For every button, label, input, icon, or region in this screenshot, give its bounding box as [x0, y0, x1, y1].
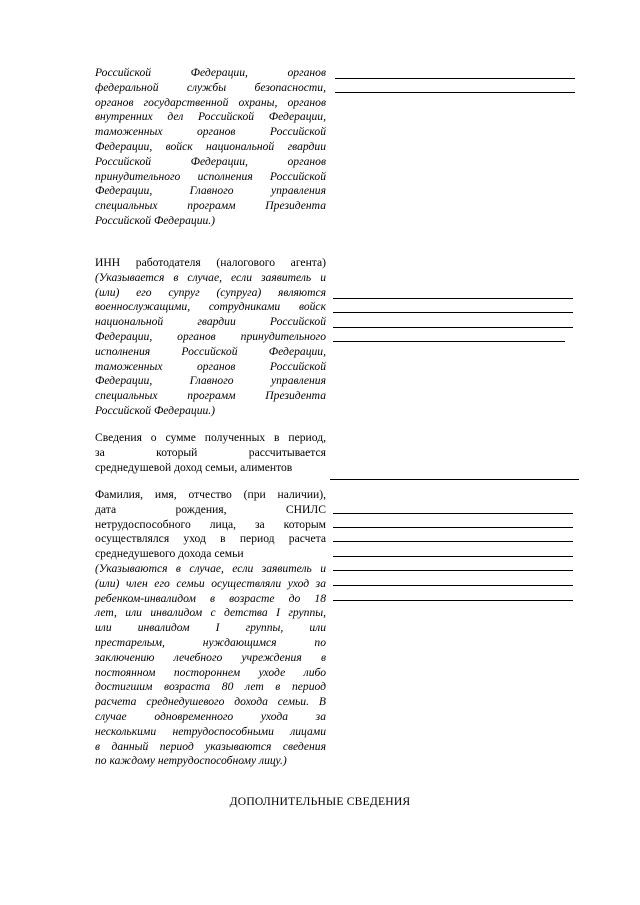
text-line: военнослужащими, сотрудниками войск — [95, 300, 326, 314]
text-line: федеральной службы безопасности, — [95, 80, 326, 94]
text-line: (или) его супруг (супруга) являются — [95, 285, 326, 299]
text-line: постоянном постороннем уходе либо — [95, 665, 326, 679]
text-line: Фамилия, имя, отчество (при наличии), — [95, 488, 326, 501]
text-line: специальных программ Президента — [95, 199, 326, 213]
text-line: Российской Федерации.) — [95, 403, 216, 417]
text-line: Федерации, Главного управления — [95, 374, 326, 388]
text-line: случае одновременного ухода за — [95, 709, 326, 723]
text-line: за который рассчитывается — [95, 445, 326, 459]
alimony-block — [95, 431, 326, 475]
text-line: Сведения о сумме полученных в период, — [95, 431, 326, 444]
fill-line[interactable] — [335, 78, 575, 79]
text-line: Федерации, Главного управления — [95, 184, 326, 198]
text-line: таможенных органов Российской — [95, 125, 326, 139]
fill-line[interactable] — [333, 585, 573, 586]
text-line: (Указываются в случае, если заявитель и — [95, 561, 326, 575]
text-line: престарелым, нуждающимся по — [95, 635, 326, 649]
text-line: осуществлялся уход в период расчета — [95, 532, 326, 546]
text-line: по каждому нетрудоспособному лицу.) — [95, 754, 287, 768]
fill-line[interactable] — [333, 312, 573, 313]
text-line: среднедушевой доход семьи, алиментов — [95, 460, 293, 474]
text-line: внутренних дел Российской Федерации, — [95, 110, 326, 124]
text-line: лет, или инвалидом с детства I группы, — [95, 606, 326, 620]
text-line: достигшим возраста 80 лет в период — [95, 680, 326, 694]
section-title: ДОПОЛНИТЕЛЬНЫЕ СВЕДЕНИЯ — [229, 795, 411, 808]
text-line: таможенных органов Российской — [95, 359, 326, 373]
text-line: нетрудоспособного лица, за которым — [95, 517, 326, 531]
fill-line[interactable] — [333, 556, 573, 557]
text-line: ребенком-инвалидом в возрасте до 18 — [95, 591, 326, 605]
text-line: дата рождения, СНИЛС — [95, 502, 326, 516]
fill-line[interactable] — [333, 327, 573, 328]
fill-line[interactable] — [333, 570, 573, 571]
fill-line[interactable] — [333, 513, 573, 514]
employer-inn-label: ИНН работодателя (налогового агента) — [95, 256, 326, 269]
text-line: органов государственной охраны, органов — [95, 95, 326, 109]
fill-line[interactable] — [333, 600, 573, 601]
text-line: расчета среднедушевого дохода семьи. В — [95, 695, 326, 709]
fill-line[interactable] — [330, 479, 579, 480]
text-line: несколькими нетрудоспособными лицами — [95, 724, 326, 738]
text-line: заключению лечебного учреждения в — [95, 650, 326, 664]
text-line: Федерации, органов принудительного — [95, 329, 326, 343]
text-line: национальной гвардии Российской — [95, 315, 326, 329]
text-line: принудительного исполнения Российской — [95, 169, 326, 183]
fill-line[interactable] — [335, 92, 575, 93]
text-line: (или) член его семьи осуществляли уход за — [95, 576, 326, 590]
text-line: Российской Федерации, органов — [95, 66, 326, 79]
text-line: специальных программ Президента — [95, 389, 326, 403]
text-line: Российской Федерации.) — [95, 213, 216, 227]
fill-line[interactable] — [333, 298, 573, 299]
text-line: исполнения Российской Федерации, — [95, 344, 326, 358]
fill-line[interactable] — [333, 341, 565, 342]
text-line: или инвалидом I группы, или — [95, 621, 326, 635]
text-line: среднедушевого дохода семьи — [95, 547, 244, 561]
fill-line[interactable] — [333, 541, 573, 542]
military-bodies-note — [95, 66, 326, 229]
fill-line[interactable] — [333, 527, 573, 528]
text-line: Российской Федерации, органов — [95, 154, 326, 168]
text-line: (Указывается в случае, если заявитель и — [95, 270, 326, 284]
caregiver-block — [95, 488, 326, 769]
text-line: в данный период указываются сведения — [95, 739, 326, 753]
employer-inn-block — [95, 256, 326, 419]
text-line: Федерации, войск национальной гвардии — [95, 139, 326, 153]
